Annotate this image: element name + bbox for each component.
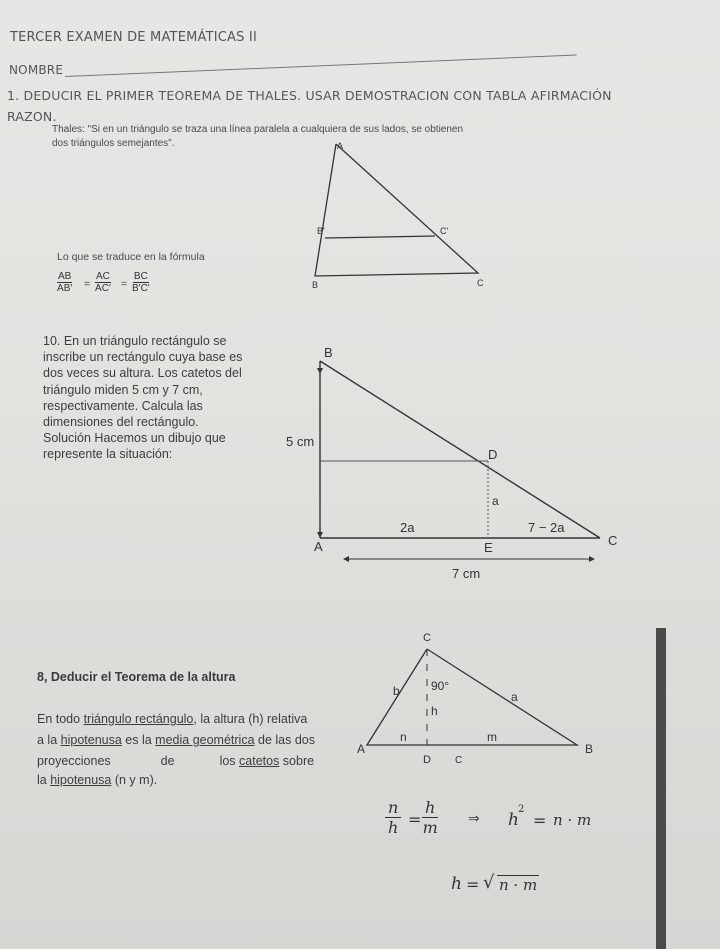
vertex-c: C [608,533,618,548]
fraction-denominator: h [388,818,399,837]
text-span: proyecciones [37,754,111,768]
sqrt-icon: √ [483,872,495,893]
hypotenuse-bc [320,361,600,538]
q8-line [37,712,307,726]
vertex-b-prime: B' [317,226,325,236]
thales-triangle-figure [300,140,500,300]
text-span: hipotenusa [60,733,122,747]
vertex-a: A [337,141,344,151]
equals-sign: = [84,278,91,290]
text-span: (n y m). [111,773,158,787]
fraction-ab [57,271,72,294]
text-span: En todo [37,712,84,726]
implies-arrow: ⇒ [468,811,480,827]
label-b: b [393,684,400,698]
thales-statement-2: dos triángulos semejantes". [52,138,175,149]
text-span: de [160,754,175,768]
q10-text [43,333,242,463]
text-span: los [219,754,240,768]
text-span: catetos [239,754,280,768]
altitude-triangle-figure [355,625,615,775]
fraction-denominator: AB' [57,283,73,294]
label-seven-minus-two-a: 7 − 2a [528,520,565,535]
text-span: , la altura (h) relativa [193,712,308,726]
label-ninety-degrees: 90° [431,679,450,693]
q10-line: 10. En un triángulo rectángulo se [43,334,227,348]
vertex-d: D [423,754,431,766]
label-m: m [487,730,497,744]
name-line [65,55,577,77]
fraction-denominator: AC' [95,283,111,294]
q1-prompt: 1. DEDUCIR EL PRIMER TEOREMA DE THALES. USAR DEMOSTRACION CON TABLA AFIRMACIÓN [7,88,612,103]
q10-line: dos veces su altura. Los catetos del [43,366,242,381]
vertex-c: C [423,632,431,644]
text-span: sobre [279,754,315,768]
q8-line [37,754,314,768]
fraction-numerator: h [422,798,438,818]
vertex-b: B [585,742,594,756]
vertex-b: B [324,345,333,360]
q10-line: triángulo miden 5 cm y 7 cm, [43,382,203,397]
exponent-two: 2 [518,804,525,815]
label-a: a [511,690,518,704]
text-span: de las dos [254,733,315,747]
vertex-e: E [484,540,493,555]
q10-line: dimensiones del rectángulo. [43,415,199,430]
fraction-numerator: n [385,798,401,818]
fraction-n-over-h [385,798,401,837]
text-span: triángulo rectángulo [83,712,194,726]
vertex-c-prime: C' [440,226,449,236]
text-span: a la [37,733,61,747]
name-label: NOMBRE [9,63,64,77]
q8-line [37,773,157,787]
label-n: n [400,730,407,744]
sqrt-argument: n · m [499,876,538,894]
h-variable: h [451,874,462,894]
parallel-line [325,236,435,238]
n-times-m: n · m [553,811,592,829]
exam-title: TERCER EXAMEN DE MATEMÁTICAS II [10,30,258,45]
vertex-d: D [488,447,498,462]
fraction-numerator: BC [133,271,148,282]
q10-line: Solución Hacemos un dibujo que [43,431,226,446]
dark-margin-bar [656,628,666,949]
fraction-numerator: AC [96,271,110,282]
vertex-b: B [312,280,319,290]
text-span: hipotenusa [50,773,112,787]
text-span: la [37,773,51,787]
text-span: media geométrica [155,733,255,747]
equals-sign: = [121,278,128,290]
vertex-a: A [357,742,366,756]
q8-title: 8, Deducir el Teorema de la altura [37,670,236,684]
triangle-abc [315,144,478,276]
label-seven-cm: 7 cm [452,566,481,581]
q10-line: inscribe un rectángulo cuya base es [43,350,243,365]
label-c: C [455,755,463,766]
text-span: es la [121,733,156,747]
fraction-h-over-m [422,798,438,837]
vertex-c: C [477,278,484,288]
thales-statement: Thales: "Si en un triángulo se traza una línea paralela a cualquiera de sus lados, se obtienen [52,124,464,135]
fraction-ac [95,271,111,294]
fraction-denominator: B'C' [132,283,150,294]
equals-sign: = [408,810,422,829]
label-h: h [431,704,438,718]
equals-sign: = [533,811,547,830]
label-five-cm: 5 cm [286,434,315,449]
fraction-denominator: m [422,818,438,837]
q10-line: represente la situación: [43,447,173,462]
formula-intro: Lo que se traduce en la fórmula [57,251,205,263]
h-squared-base: h [508,810,519,830]
label-two-a: 2a [400,520,415,535]
fraction-numerator: AB [58,271,72,282]
label-a: a [492,494,499,508]
vertex-a: A [314,539,323,554]
q8-line [37,733,315,747]
q1-prompt-2: RAZON. [7,109,57,124]
fraction-bc [132,271,150,294]
rectangle-triangle-figure [280,335,630,585]
q10-line: respectivamente. Calcula las [43,398,203,413]
equals-sign: = [466,875,480,894]
